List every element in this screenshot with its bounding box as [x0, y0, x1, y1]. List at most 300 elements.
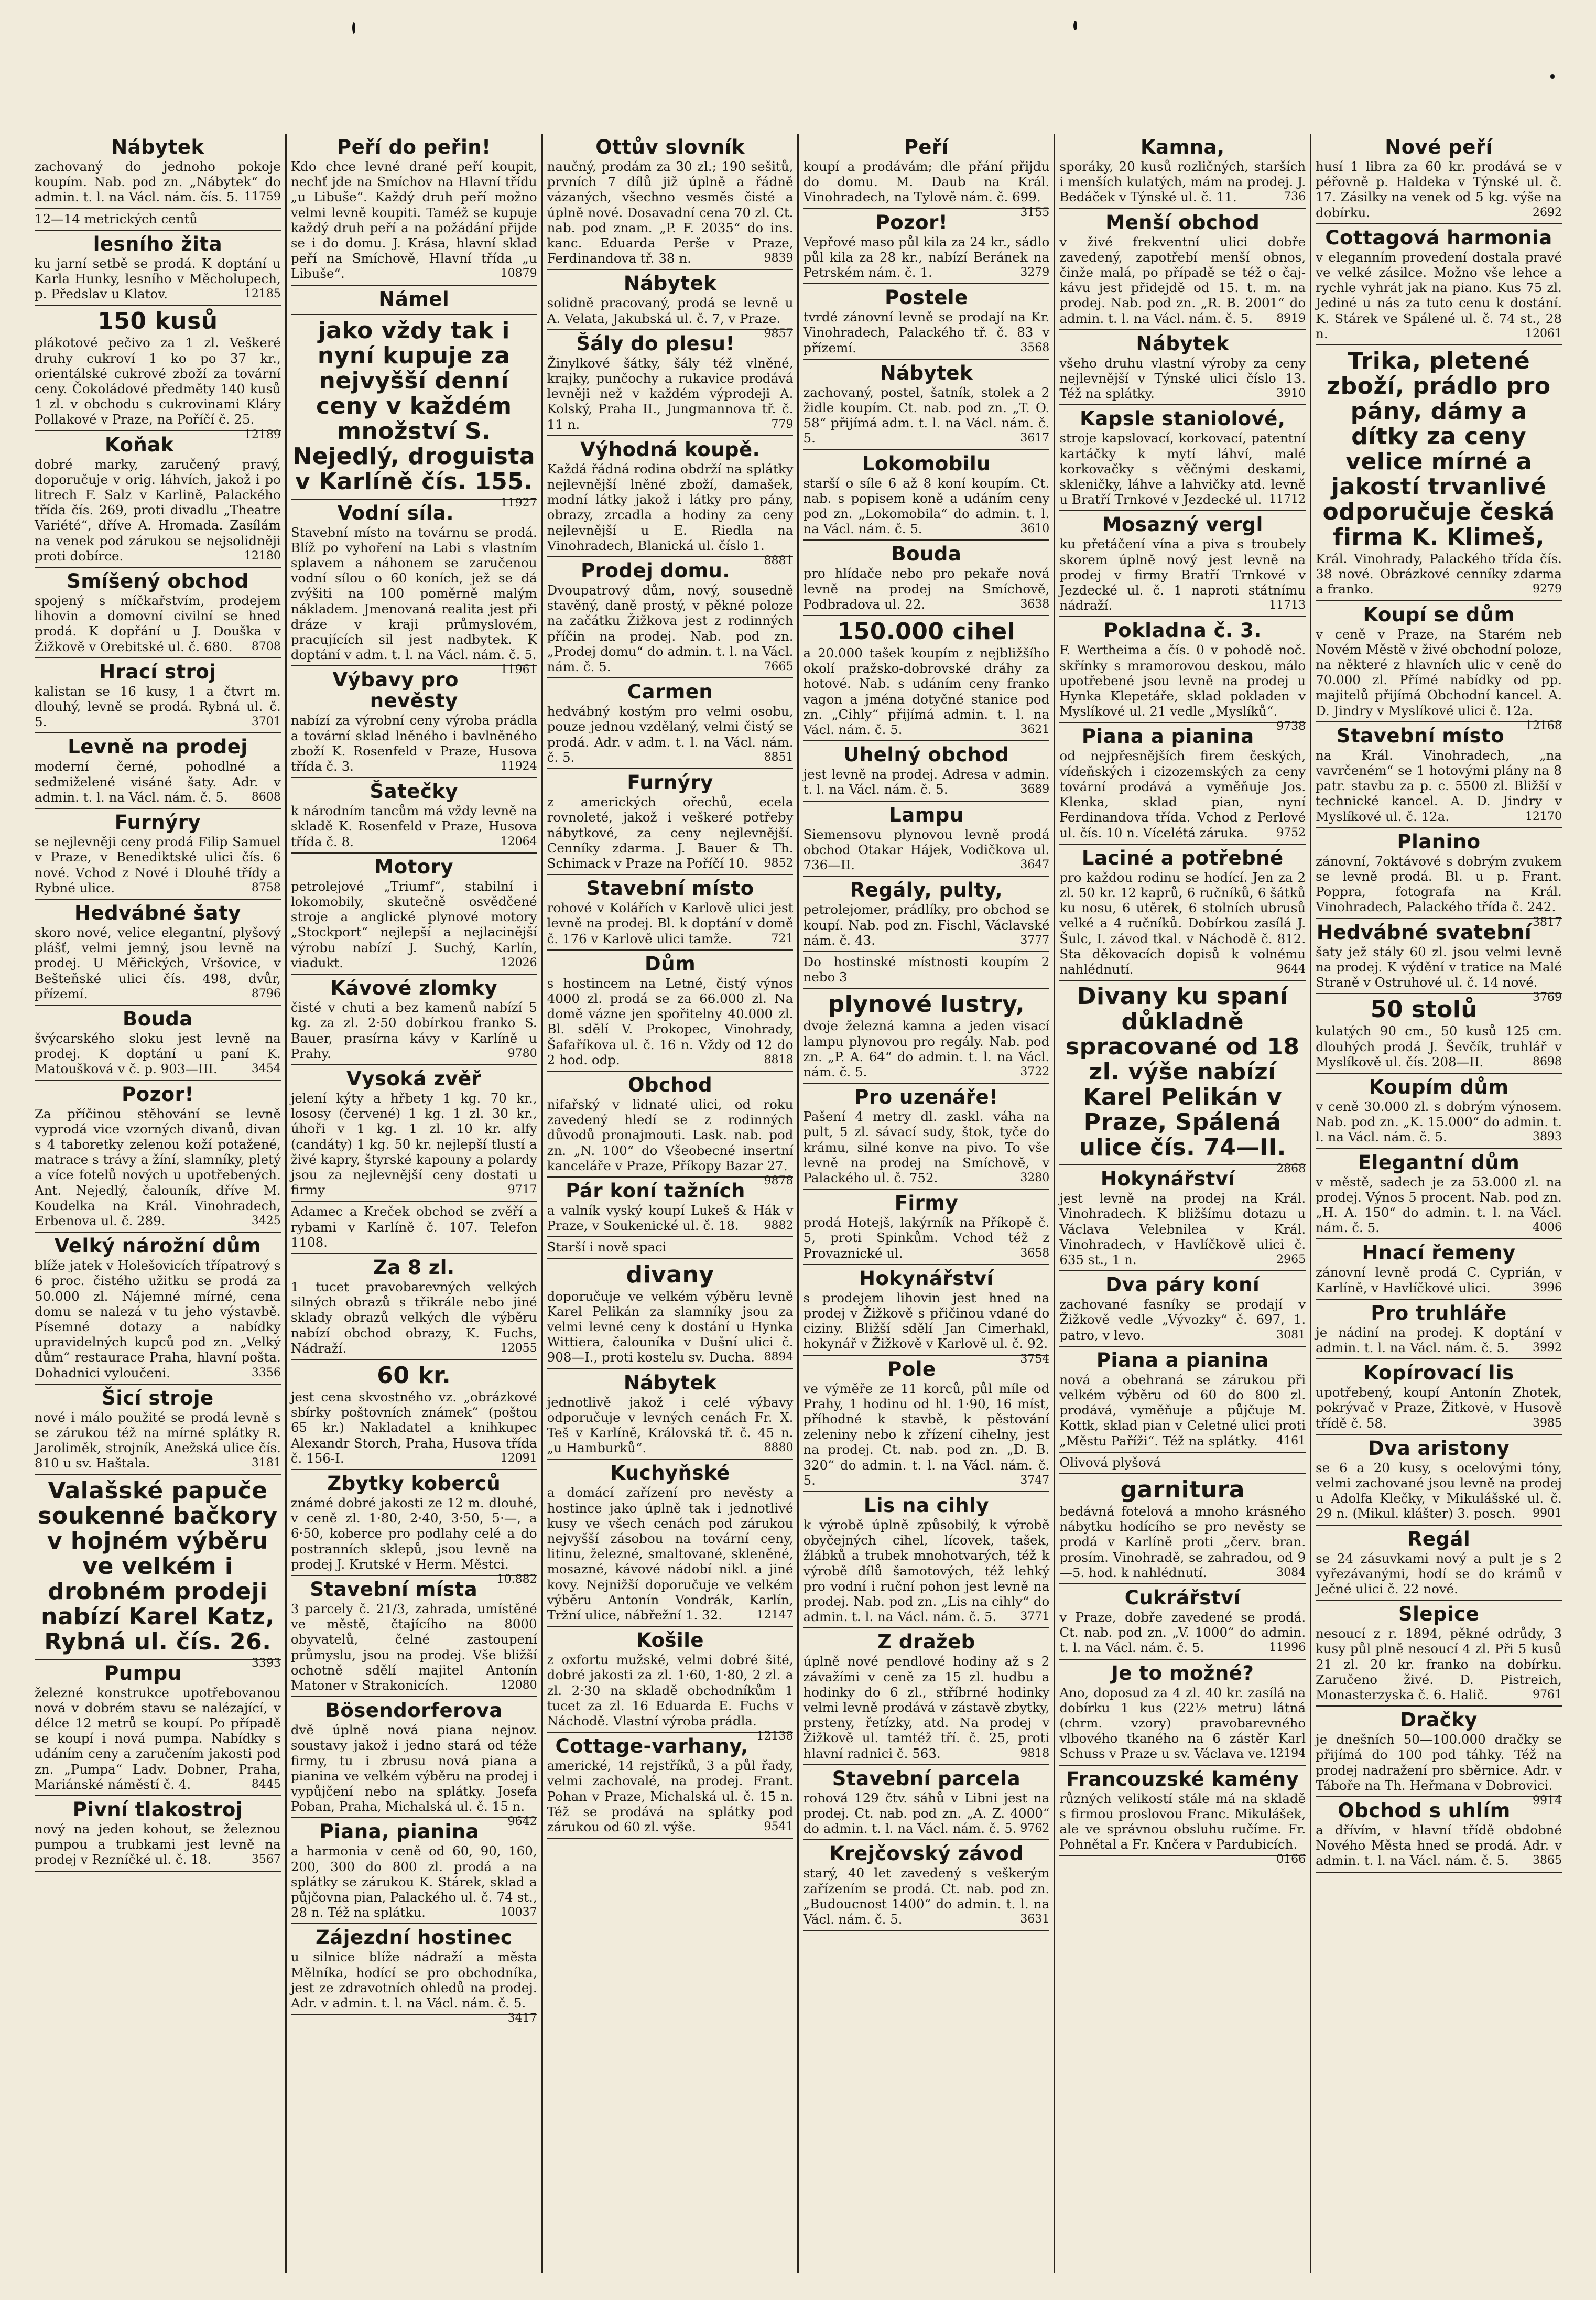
- ad-body: [35, 457, 281, 564]
- ad-body: [1316, 1099, 1562, 1145]
- ad-title: Pivní tlakostroj: [72, 1798, 243, 1821]
- ad-number: 12189: [244, 428, 281, 441]
- ad-body: [1059, 1372, 1306, 1449]
- ad-title: Hokynářství: [1100, 1168, 1235, 1191]
- ad-text: spojený s míčkařstvím, prodejem lihovin a domovní civilní se hned prodá. K dopřání u J. Douška v Žižkově v Orebitské ul. č. 680.: [35, 593, 281, 654]
- ad-body: [1059, 870, 1306, 977]
- ad-title: Obchod s uhlím: [1338, 1799, 1511, 1822]
- ad-text: jest cena skvostného vz. „obrázkové sbírky poštovních známek“ (poštou 65 kr.) Nakladatel a knihkupec Alexandr Storch, Praha, Husova třída č. 156-I.: [290, 1389, 537, 1466]
- ad-title: Dva páry koní: [1105, 1273, 1260, 1297]
- ad-text: zánovní levně prodá C. Cyprián, v Karlíně, v Havlíčkové ulici.: [1316, 1265, 1562, 1295]
- classified-ad: [803, 616, 1049, 741]
- classified-ad: [803, 802, 1049, 877]
- ad-title: Postele: [885, 286, 968, 309]
- classified-ad: [1059, 981, 1306, 1176]
- classified-ad: [803, 284, 1049, 360]
- classified-ad: [1059, 511, 1306, 617]
- ad-text: sporáky, 20 kusů rozličných, starších i menších kulatých, mám na prodej. J. Bedáček v Týnské ul. č. 11.: [1059, 159, 1306, 205]
- ad-text: k výrobě úplně způsobilý, k výrobě obyčejných cihel, lícovek, tašek, žlábků a trubek mnohotvarých, též k výrobě dílů šamotových, též lehký pro vodní i ruční pohon jest levně na prodej. Nab. pod zn. „Lis na cihly“ do admin. t. l. na Václ. nám. č. 5.: [803, 1517, 1050, 1625]
- ad-body: [803, 476, 1049, 537]
- ad-number: 12080: [500, 1679, 537, 1692]
- ad-body: [1316, 1551, 1562, 1597]
- classified-ad: [803, 450, 1049, 541]
- ad-title: Hedvábné šaty: [74, 901, 241, 924]
- ad-title: Planino: [1397, 830, 1481, 853]
- ad-title: Vodní síla.: [337, 501, 454, 524]
- classified-ad: [803, 1356, 1049, 1492]
- ad-title: Stavební místa: [310, 1578, 478, 1601]
- ad-title: Menší obchod: [1105, 211, 1260, 234]
- ad-body: [35, 1031, 281, 1077]
- classified-ad: [1059, 405, 1306, 511]
- ad-title: Bouda: [891, 543, 962, 566]
- ad-number: 3893: [1532, 1130, 1562, 1144]
- classified-ad: [291, 286, 537, 315]
- ad-body: [291, 159, 537, 282]
- ad-text: ku jarní setbě se prodá. K doptání u Karla Hunky, lesního v Měcholupech, p. Předslav u Klatov.: [35, 255, 281, 302]
- ad-title: Kávové zlomky: [330, 977, 498, 1000]
- ad-column-3: [543, 134, 799, 2273]
- ad-title: plynové lustry,: [828, 991, 1025, 1018]
- ad-text: Siemensovu plynovou levně prodá obchod Otakar Hájek, Vodičkova ul. 736—II.: [803, 826, 1050, 873]
- classified-ad: [1316, 1707, 1562, 1807]
- classified-ad: [35, 1006, 281, 1081]
- classified-ad: [1059, 1453, 1306, 1474]
- ad-title: Pole: [887, 1357, 936, 1380]
- ad-title: Mosazný vergl: [1102, 513, 1263, 536]
- ad-title: 60 kr.: [377, 1362, 451, 1389]
- ad-body: [291, 1000, 537, 1061]
- ad-body: [1059, 1191, 1306, 1267]
- ad-title: Dračky: [1400, 1709, 1478, 1732]
- ad-number: 3454: [251, 1062, 281, 1076]
- ad-body: [547, 1652, 794, 1743]
- ad-body: [803, 1790, 1049, 1837]
- ad-number: 4161: [1276, 1434, 1306, 1448]
- ad-body: [547, 976, 794, 1067]
- ad-text: Každá řádná rodina obdrží na splátky nejlevnější lněné zboží, damašek, modní látky jakož i látky pro pány, obrazy, zrcadla a hodiny za ceny nejlevnější u E. Riedla na Vinohradech, Blanická ul. číslo 1.: [547, 461, 794, 553]
- ad-body: [803, 1290, 1050, 1366]
- classified-ad: [35, 568, 281, 658]
- ad-body: [803, 766, 1049, 797]
- ad-text: dvě úplně nová piana nejnov. soustavy jakož i jedno stará od téže firmy, tu i zbrusu nová piana a pianina ve velkém výběru na prodej i vypůjčení nebo na splátky. Josefa Poban, Praha, Michalská ul. č. 15 n.: [290, 1722, 537, 1815]
- classified-ad: [1316, 828, 1562, 929]
- ad-title: Pár koní tažních: [566, 1179, 745, 1202]
- classified-ad: [803, 1492, 1049, 1628]
- ad-text: Stavební místo na továrnu se prodá. Blíž po vyhoření na Labi s vlastním splavem a náhonem se zaručenou vodní sílou o 60 koních, jež se dá zvýšiti na 100 poměrně malým nákladem. Jmenovaná realita jest při dráze v kraji průmyslovém, pracujících sil jest nadbytek. K doptání v adm. t. l. na Václ. nám. č. 5.: [290, 524, 537, 663]
- classified-ad: [35, 1796, 281, 1872]
- ad-number: 8708: [251, 640, 281, 653]
- classified-ad: [291, 1065, 537, 1202]
- ad-text: v ceně 30.000 zl. s dobrým výnosem. Nab. pod zn. „K. 15.000“ do admin. t. l. na Václ. nám. č. 5.: [1316, 1098, 1562, 1145]
- ad-body: [803, 1865, 1049, 1927]
- classified-ad: [1316, 1359, 1562, 1435]
- ad-body: [803, 385, 1049, 446]
- classified-ad: [1059, 1347, 1306, 1453]
- ad-number: 11713: [1269, 599, 1306, 612]
- ad-number: 3910: [1276, 387, 1306, 401]
- ad-title: Divany ku spaní důkladně spracované od 18 zl. výše nabízí Karel Pelikán v Praze, Spálená ulice čís. 74—II.: [1065, 983, 1300, 1161]
- ad-title: 150 kusů: [97, 308, 218, 335]
- ad-text: dobré marky, zaručený pravý, doporučuje v orig. láhvích, jakož i po litrech F. Salz v Karlině, Palackého třída čís. 269, proti divadlu „Theatre Variété“, dříve A. Hromada. Zasílám na venek pod zárukou se nejsolidněji proti dobírce.: [35, 456, 281, 564]
- ad-body: [803, 902, 1049, 948]
- classified-ad: [1059, 1660, 1306, 1766]
- classified-ad: [1316, 1300, 1562, 1359]
- ad-title: Zbytky koberců: [327, 1472, 501, 1495]
- ad-title: Ottův slovník: [595, 136, 745, 158]
- ad-title: Pumpu: [104, 1661, 182, 1684]
- ad-number: 9752: [1276, 826, 1306, 839]
- ad-text: Kdo chce levné drané peří koupit, nechť jde na Smíchov na Hlavní třídu „u Libuše“. Každý druh peří možno velmi levně koupiti. Taméž se kupuje každý druh peří a na požádání přijde se i do domu. J. Krása, hlavní sklad peří na Smíchově, Hlavní třída „u Libuše“.: [290, 159, 537, 282]
- ad-body: [1316, 1822, 1562, 1869]
- ad-title: Kamna,: [1140, 136, 1225, 158]
- ad-title: Výbavy pro nevěsty: [332, 668, 459, 712]
- ad-body: [547, 1289, 794, 1365]
- ad-number: 3647: [1020, 858, 1050, 872]
- ad-body: [547, 900, 794, 946]
- ad-body: [547, 1485, 794, 1623]
- ad-body: [547, 461, 794, 568]
- ad-text: švýcarského sloku jest levně na prodej. K doptání u paní K. Matoušková v č. p. 903—III.: [35, 1030, 281, 1077]
- ad-number: 3280: [1020, 1171, 1050, 1184]
- ad-text: tvrdé zánovní levně se prodají na Kr. Vinohradech, Palackého tř. č. 83 v přízemí.: [803, 309, 1050, 355]
- ad-text: Adamec a Kreček obchod se zvěří a rybami v Karlíně č. 107. Telefon 1108.: [290, 1204, 537, 1250]
- ad-text: starší o síle 6 až 8 koní koupím. Ct. nab. s popisem koně a udáním ceny pod zn. „Lokomobila“ do admin. t. l. na Václ. nám. č. 5.: [803, 475, 1050, 537]
- ad-title: Carmen: [627, 681, 713, 704]
- ad-number: 3722: [1020, 1065, 1050, 1078]
- classified-ad: [547, 1072, 794, 1187]
- ad-text: kalistan se 16 kusy, 1 a čtvrt m. dlouhý, levně se prodá. Rybná ul. č. 5.: [35, 683, 281, 730]
- classified-ad: [291, 315, 537, 510]
- ad-body: [290, 524, 537, 677]
- ad-title: 150.000 cihel: [837, 618, 1016, 645]
- ad-title: Koupím dům: [1369, 1075, 1509, 1098]
- ad-title: Prodej domu.: [581, 559, 730, 582]
- classified-ad: [803, 1840, 1049, 1931]
- ad-title: Valašské papuče soukenné bačkory v hojném výběru ve velkém i drobném prodeji nabízí Karel Katz, Rybná ul. čís. 26.: [38, 1477, 278, 1655]
- classified-ad: [547, 678, 794, 769]
- ad-text: nabízí za výrobní ceny výroba prádla a tovární sklad lněného i bavlněného zboží K. Rosenfeld v Praze, Husova třída č. 3.: [290, 712, 537, 774]
- ad-title: Cottagová harmonia: [1325, 226, 1552, 249]
- ad-text: 3 parcely č. 21/3, zahrada, umístěné ve městě, čtajícího na 8000 obyvatelů, čelné zastoupení průmyslu, jsou na prodej. Vše bližší ochotně sdělí majitel Antonín Matoner v Strakonicích.: [290, 1601, 537, 1693]
- ad-body: [291, 1389, 537, 1466]
- ad-column-5: [1055, 134, 1311, 2273]
- ad-title: Nábytek: [623, 272, 717, 295]
- ad-body: [291, 1204, 537, 1250]
- ad-title: Dva aristony: [1367, 1437, 1510, 1460]
- classified-ad: [1059, 1766, 1306, 1866]
- ad-number: 3567: [251, 1853, 281, 1866]
- ad-body: [35, 1106, 281, 1229]
- ad-title: Vysoká zvěř: [346, 1067, 482, 1090]
- ad-number: 3393: [251, 1656, 281, 1670]
- ad-text: ku přetáčení vína a piva s troubely skorem úplně nový jest levně na prodej v firmy Bratří Trnkové v Jezdecké ul. č. 1 naproti státnímu nádraží.: [1059, 536, 1306, 613]
- ad-text: v eleganním provedení dostala pravé ve velké zásilce. Možno vše lehce a rychle vyhrát jak na piano. Kus 75 zl. Jediné u nás za tuto cenu k dostání. K. Stárek ve Spálené ul. č. 74 st., 28 n.: [1316, 249, 1562, 341]
- ad-number: 11924: [500, 760, 537, 773]
- ad-title: Furnýry: [114, 811, 201, 834]
- ad-title: Nábytek: [880, 361, 973, 384]
- ad-number: 9878: [764, 1174, 794, 1187]
- ad-text: nový na jeden kohout, se železnou pumpou a trubkami jest levně na prodej v Rezníčké ul. č. 18.: [35, 1821, 281, 1867]
- ad-number: 3417: [507, 2012, 537, 2025]
- ad-text: z amerických ořechů, ecela rovnoleté, jakož i veškeré potřeby nábytkové, za ceny nejlevnější. Cenníky zdarma. J. Bauer & Th. Schimack v Praze na Poříčí 10.: [547, 794, 794, 871]
- classified-ad: [291, 1254, 537, 1360]
- ad-body: [1059, 1610, 1306, 1656]
- classified-ad: [1316, 224, 1562, 345]
- ad-title: Regál: [1407, 1527, 1471, 1550]
- ad-title: Námel: [378, 287, 450, 310]
- ad-body: [803, 827, 1049, 873]
- ad-number: 721: [771, 932, 794, 945]
- classified-ad: [1316, 919, 1562, 1005]
- ad-body: [1316, 1265, 1562, 1295]
- classified-ad: [1316, 1601, 1562, 1707]
- ad-text: u silnice blíže nádraží a města Mělníka, hodící se pro obchodníka, jest ze zdravotních ohledů na prodej. Adr. v admin. t. l. na Václ. nám. č. 5.: [290, 1949, 537, 2011]
- ad-number: 3279: [1020, 266, 1050, 279]
- ad-body: [1059, 536, 1306, 613]
- classified-ad: [547, 1237, 794, 1259]
- classified-ad: [35, 658, 281, 734]
- ad-number: 3996: [1532, 1281, 1562, 1294]
- ad-number: 12064: [500, 835, 537, 848]
- classified-ad: [547, 557, 794, 678]
- classified-ad: [35, 1081, 281, 1233]
- ad-body: [35, 593, 281, 654]
- ad-number: 3638: [1020, 597, 1050, 611]
- ad-text: s hostincem na Letné, čistý výnos 4000 zl. prodá se za 66.000 zl. Na domě vázne jen spořitelny 40.000 zl. Bl. sdělí V. Prokopec, Vinohrady, Šafaříkova ul. č. 16 n. Vždy od 12 do 2 hod. odp.: [547, 975, 794, 1067]
- ad-number: 3769: [1532, 991, 1562, 1005]
- ad-title: Hokynářství: [859, 1267, 994, 1290]
- ad-body: [1059, 1790, 1306, 1866]
- ad-body: [1059, 159, 1306, 205]
- classified-ad: [1316, 134, 1562, 224]
- ad-title: jako vždy tak i nyní kupuje za nejvyšší denní ceny v každém množství S. Nejedlý, droguista v Karlíně čís. 155.: [292, 317, 536, 495]
- ad-text: se 6 a 20 kusy, s ocelovými tóny, velmi zachované jsou levně na prodej u Adolfa Klečky, v Mikulášské ul. č. 29 n. (Mikul. klášter) 3. posch.: [1316, 1460, 1562, 1521]
- ad-number: 4006: [1532, 1221, 1562, 1235]
- ad-number: 3568: [1020, 341, 1050, 354]
- ad-body: [35, 211, 281, 226]
- ad-number: 2868: [1276, 1162, 1306, 1176]
- ad-body: [35, 256, 281, 302]
- ad-body: [291, 1090, 537, 1197]
- ad-number: 11759: [244, 190, 281, 204]
- ad-number: 11961: [500, 663, 537, 677]
- ad-title: Stavební parcela: [832, 1767, 1021, 1790]
- ad-text: hedvábný kostým pro velmi osobu, pouze jednou vzdělaný, velmi čistý se prodá. Adr. v adm. t. l. na Václ. nám. č. 5.: [547, 704, 794, 765]
- ad-text: Král. Vinohrady, Palackého třída čís. 38 nové. Obrázkové cenníky zdarma a franko.: [1316, 551, 1562, 597]
- ad-text: jest levně na prodej na Král. Vinohradech. K bližšímu dotazu u Václava Velebnilea v Král. Vinohradech, v Havlíčkově ulici č. 635 st., 1 n.: [1059, 1191, 1306, 1267]
- ad-text: různých velikostí stále má na skladě s firmou proslovou Franc. Mikulášek, ale ve správnou obsluhu ručíme. Fr. Pohnětal a Fr. Knčera v Pardubicích.: [1059, 1790, 1306, 1852]
- ad-body: [291, 1601, 537, 1693]
- ad-number: 3084: [1276, 1565, 1306, 1579]
- classified-ad: [1316, 1526, 1562, 1601]
- classified-ad: [803, 952, 1049, 989]
- ad-body: [1316, 1385, 1562, 1431]
- ad-text: z oxfortu mužské, velmi dobré šité, dobré jakosti za zl. 1·60, 1·80, 2 zl. a zl. 2·30 na skladě obchodníkům 1 tucet za zl. 16 Eduarda E. Fuchs v Náchodě. Vlastní výroba prádla.: [547, 1652, 794, 1729]
- ad-title: Nábytek: [623, 1371, 717, 1394]
- ad-body: [291, 1279, 537, 1356]
- classified-ad: [803, 1190, 1049, 1265]
- ad-body: [35, 759, 281, 805]
- ad-number: 10.882: [496, 1572, 537, 1586]
- ad-text: kulatých 90 cm., 50 kusů 125 cm. dlouhých prodá J. Ševčík, truhlář v Myslíkově ul. čís. 208—II.: [1316, 1023, 1562, 1070]
- ad-body: [803, 566, 1049, 612]
- classified-ad: [1316, 601, 1562, 732]
- ad-body: [291, 803, 537, 849]
- ad-text: a harmonia v ceně od 60, 90, 160, 200, 300 do 800 zl. prodá a na splátky se zárukou K. Stárek, sklad a půjčovna pian, Palackého ul. č. 74 st., 28 n. Též na splátku.: [290, 1843, 537, 1920]
- ad-number: 3621: [1020, 723, 1050, 737]
- ad-number: 3771: [1020, 1610, 1050, 1624]
- ad-title: Je to možné?: [1111, 1661, 1254, 1684]
- classified-ad: [35, 809, 281, 900]
- ad-number: 12055: [500, 1341, 537, 1355]
- ad-text: k národním tancům má vždy levně na skladě K. Rosenfeld v Praze, Husova třída č. 8.: [290, 803, 537, 849]
- ad-number: 3689: [1020, 783, 1050, 796]
- ad-title: lesního žita: [93, 232, 223, 255]
- ad-body: [291, 879, 537, 970]
- ad-body: [290, 1722, 537, 1829]
- ad-title: Pro uzenáře!: [854, 1086, 998, 1109]
- classified-ad: [35, 209, 281, 231]
- ad-text: naučný, prodám za 30 zl.; 190 sešitů, prvních 7 dílů již úplně a řádně vázaných, všechno vesměs čisté a úplně nové. Dosavadní cena 70 zl. Ct. nab. pod znam. „P. F. 2035“ do ins. kanc. Eduarda Perše v Praze, Ferdinandova tř. 38 n.: [547, 159, 794, 266]
- classified-ad: [1059, 617, 1306, 733]
- ad-title: Lis na cihly: [863, 1494, 989, 1517]
- classified-ad: [291, 1818, 537, 1924]
- classified-ad: [1059, 1474, 1306, 1584]
- ad-text: v živé frekventní ulici dobře zavedený, zapotřebí menší obnos, činže malá, po případě se též o čaj-kávu jest přidejdě od 15. t. m. na prodej. Nab. pod zn. „R. B. 2001“ do admin. t. l. na Václ. nám. č. 5.: [1059, 234, 1306, 326]
- ad-number: 12180: [244, 549, 281, 563]
- ad-body: [35, 925, 281, 1001]
- ad-title: Krejčovský závod: [829, 1842, 1024, 1865]
- ad-body: [35, 684, 281, 730]
- ad-text: Starší i nově spaci: [547, 1239, 667, 1255]
- ad-title: Kuchyňské: [610, 1462, 730, 1485]
- ad-number: 3617: [1020, 431, 1050, 445]
- classified-ad: [291, 1202, 537, 1254]
- ad-number: 12061: [1525, 327, 1562, 340]
- ad-text: skoro nové, velice elegantní, plyšový plášť, velmi jemný, jsou levně na prodej. U Měřických, Vršovice, v Bešteňské ulici čís. 498, dvůr, přízemí.: [35, 924, 281, 1001]
- classified-ad: [291, 778, 537, 854]
- classified-ad: [803, 989, 1049, 1084]
- ad-text: nové i málo použité se prodá levně s se zárukou též na mírné splátky R. Jaroliměk, strojník, Anežská ulice čís. 810 u sv. Haštala.: [35, 1409, 281, 1471]
- ad-text: petrolejomer, prádlíky, pro obchod se koupí. Nab. pod zn. Fischl, Václavské nám. č. 43.: [803, 902, 1050, 948]
- ad-text: jelení kýty a hřbety 1 kg. 70 kr., lososy (červené) 1 kg. 1 zl. 30 kr., úhoři v 1 kg. 1 zl. 10 kr. alfy (candáty) 1 kg. 50 kr. nejlepší tlustí a živé kapry, štyrské kapouny a polardy jsou za nejlevnější ceny dostati u firmy: [290, 1090, 537, 1198]
- ad-number: 11927: [500, 496, 537, 510]
- ad-body: [547, 159, 794, 266]
- ad-text: jest levně na prodej. Adresa v admin. t. l. na Václ. nám. č. 5.: [803, 766, 1050, 797]
- ad-text: starý, 40 let zavedený s veškerým zařízením se prodá. Ct. nab. pod zn. „Budoucnost 1400“ do admin. t. l. na Václ. nám. č. 5.: [803, 1865, 1050, 1927]
- ad-body: [1059, 642, 1306, 733]
- ad-body: [1316, 1626, 1562, 1702]
- ad-number: 3754: [1020, 1352, 1050, 1366]
- ad-column-2: [287, 134, 543, 2273]
- ink-speck: [1550, 74, 1555, 79]
- ad-text: zachované fasníky se prodají v Žižkově vedle „Vývozky“ č. 697, 1. patro, v levo.: [1059, 1297, 1306, 1343]
- ad-column-6: [1311, 134, 1566, 2273]
- ad-text: úplně nové pendlové hodiny až s 2 závažími v ceně za 15 zl. hudbu a hodinky do 6 zl., stříbrné hodinky velmi levně prodává v zástavě zbytky, prsteny, řetízky, atd. Na prodej v Žižkově ul. tamtéž tří. č. 25, proti hlavní radnici č. 563.: [803, 1654, 1050, 1761]
- ad-title: Elegantní dům: [1358, 1151, 1520, 1174]
- ad-number: 8919: [1276, 311, 1306, 325]
- ad-text: moderní černé, pohodlné a sedmiželené visáné šaty. Adr. v admin. t. l. na Václ. nám. č. 5.: [35, 759, 281, 805]
- ad-title: Nové peří: [1385, 136, 1493, 158]
- ad-text: je nádiní na prodej. K doptání v admin. t. l. na Václ. nám. č. 5.: [1316, 1324, 1562, 1355]
- ad-body: [35, 1685, 281, 1792]
- ad-text: a valník vyský koupí Lukeš & Hák v Praze, v Soukenické ul. č. 18.: [547, 1202, 794, 1234]
- ad-text: ve výměře ze 11 korců, půl míle od Prahy, 1 hodinu od hl. 1·90, 16 míst, příhodné k stavbě, k pěstování zeleniny nebo k zřízení cihelny, jest na prodej. Ct. nab. pod zn. „D. B. 320“ do admin. t. l. na Václ. nám. č. 5.: [803, 1380, 1050, 1488]
- ad-title: Kapsle staniolové,: [1080, 407, 1286, 430]
- ad-title: Pokladna č. 3.: [1103, 619, 1262, 642]
- ad-number: 8881: [764, 554, 794, 568]
- ad-body: [1316, 1460, 1562, 1521]
- classified-ad: [1059, 209, 1306, 330]
- ad-body: [547, 704, 794, 765]
- classified-ad: [1059, 1584, 1306, 1660]
- classified-ad: [1059, 330, 1306, 406]
- ad-title: Cottage-varhany,: [555, 1735, 748, 1758]
- ad-title: Dům: [645, 952, 696, 975]
- ad-body: [35, 834, 281, 895]
- classified-ad: [35, 1475, 281, 1670]
- ad-text: zánovní, 7oktávové s dobrým zvukem se levně prodá. Bl. u p. Frant. Poppra, fotografa na Král. Vinohradech, Palackého třída č. 242.: [1316, 853, 1562, 915]
- ad-title: Trika, pletené zboží, prádlo pro pány, dámy a dítky za ceny velice mírné a jakostí trvanlivé odporučuje česká firma K. Klimeš,: [1322, 348, 1555, 551]
- ad-number: 3747: [1020, 1473, 1050, 1487]
- ad-text: husí 1 libra za 60 kr. prodává se v péřovně p. Haldeka v Týnské ul. č. 17. Zásilky na venek od 5 kg. výše na dobírku.: [1316, 159, 1562, 220]
- ad-body: [1316, 1325, 1562, 1355]
- classified-ad: [291, 1576, 537, 1697]
- ad-title: Peří: [904, 136, 949, 158]
- ad-text: doporučuje ve velkém výběru levně Karel Pelikán za slamníky jsou za velmi levné ceny k dostání u Hynka Wittiera, čalouníka v Dušní ulici č. 908—I., proti kostelu sv. Ducha.: [547, 1288, 794, 1365]
- ad-number: 12185: [244, 287, 281, 301]
- ad-number: 12170: [1525, 809, 1562, 823]
- classified-ad: [547, 951, 794, 1072]
- ad-number: 3865: [1532, 1854, 1562, 1867]
- ad-body: [803, 645, 1049, 737]
- ad-number: 9541: [764, 1820, 794, 1834]
- ad-title: Levně na prodej: [68, 736, 248, 759]
- ad-number: 10037: [500, 1906, 537, 1919]
- classified-ad: [803, 1628, 1049, 1765]
- ad-body: [35, 1258, 281, 1380]
- ad-body: [1059, 234, 1306, 326]
- ad-body: [1059, 355, 1306, 402]
- ad-title: Pozor!: [875, 211, 948, 234]
- ad-number: 8758: [251, 881, 281, 894]
- ad-number: 9780: [507, 1046, 537, 1060]
- classified-ad: [803, 1765, 1049, 1841]
- classified-ad: [803, 541, 1049, 616]
- classified-ad: [1059, 134, 1306, 209]
- ad-body: [547, 295, 794, 340]
- ad-title: Zájezdní hostinec: [315, 1926, 513, 1949]
- ad-number: 9857: [764, 327, 794, 340]
- classified-ad: [290, 1470, 537, 1586]
- ad-number: 9852: [764, 856, 794, 870]
- ad-title: Šicí stroje: [102, 1386, 214, 1409]
- ad-text: a dřívím, v hlavní třídě obdobné Nového Města hned se prodá. Adr. v admin. t. l. na Václ. nám. č. 5.: [1316, 1822, 1562, 1869]
- classified-ad: [803, 360, 1049, 450]
- ad-title: Koupí se dům: [1363, 603, 1515, 626]
- ad-number: 9717: [507, 1183, 537, 1197]
- ad-body: [803, 159, 1050, 219]
- ad-title: Laciné a potřebné: [1081, 846, 1284, 869]
- ad-number: 3610: [1020, 522, 1050, 536]
- ad-title: Stavební místo: [586, 877, 754, 900]
- ad-text: je dnešních 50—100.000 dračky se přijímá do 100 pod táhky. Též na prodej nadražení pro sběrnice. Adr. v Táboře na Th. Heřmana v Dobrovici.: [1316, 1732, 1562, 1793]
- ad-text: prodá Hotejš, lakýrník na Příkopě č. 5, proti Spinkům. Vchod též z Provaznické ul.: [803, 1215, 1050, 1261]
- ad-body: [547, 794, 794, 871]
- ad-title: Uhelný obchod: [843, 743, 1009, 766]
- classified-ad: [35, 1385, 281, 1475]
